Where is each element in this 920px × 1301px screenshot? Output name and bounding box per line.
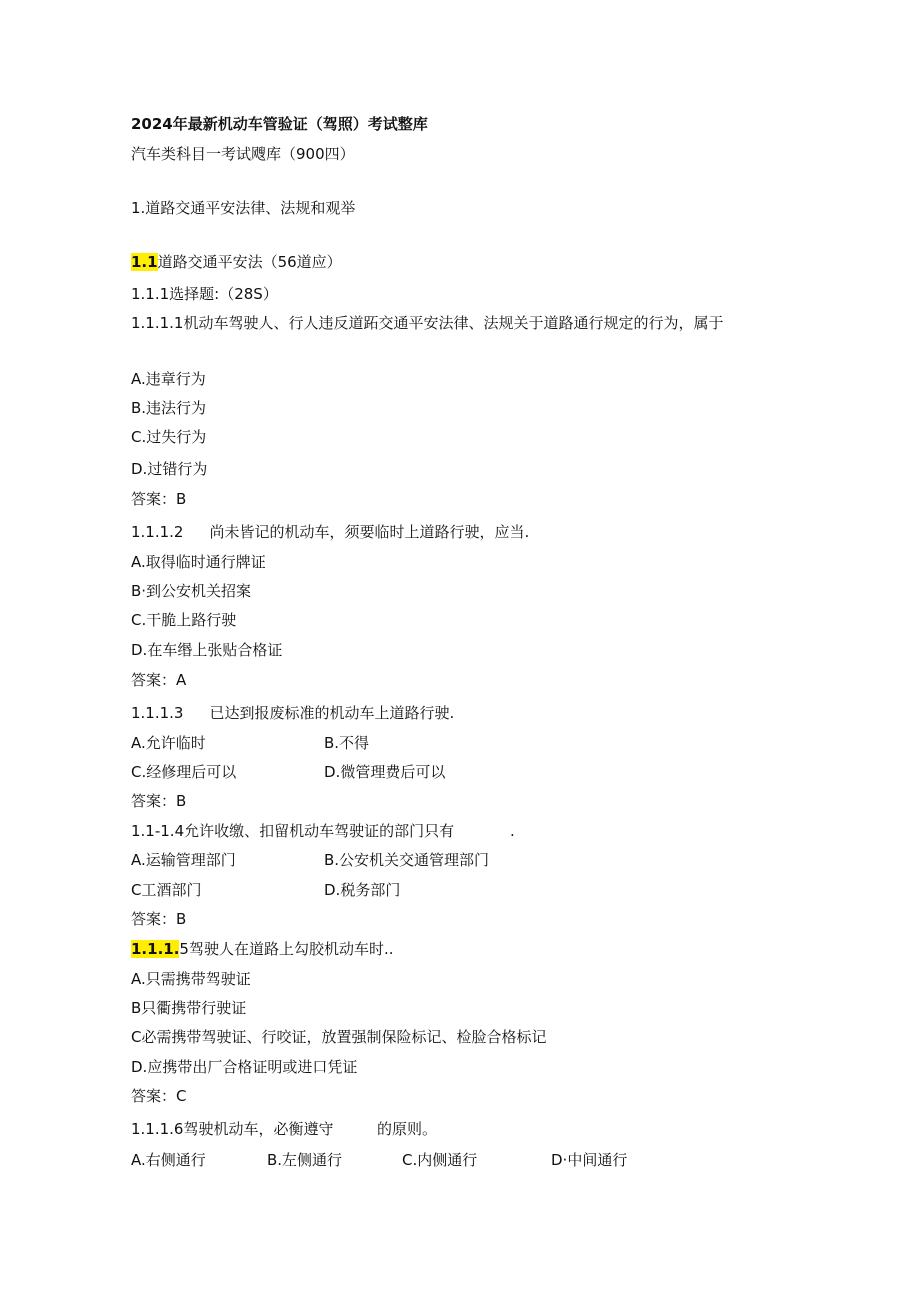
option-a: A.允许临时	[131, 734, 206, 752]
option-d: D.税务部门	[324, 881, 401, 899]
question-stem: 1.1.1.2 尚未皆记的机动车，须要临时上道路行驶，应当.	[131, 523, 530, 541]
option-c: C.经修理后可以	[131, 763, 237, 781]
option-b: B.左侧通行	[267, 1151, 343, 1169]
section-1-1-1-heading: 1.1.1选择题:（28S）	[131, 285, 278, 303]
highlight-mark: 1.1	[131, 253, 158, 271]
option-c: C.干脆上路行驶	[131, 611, 237, 629]
option-a: A.违章行为	[131, 370, 206, 388]
answer: 答案：C	[131, 1087, 187, 1105]
question-stem: 1.1.1.6驾驶机动车，必衡遵守	[131, 1120, 334, 1138]
option-c: C.过失行为	[131, 428, 207, 446]
option-d: D.微管理费后可以	[324, 763, 446, 781]
answer: 答案：B	[131, 910, 187, 928]
option-c: C工酒部门	[131, 881, 202, 899]
option-d: D.在车缗上张贴合格证	[131, 641, 283, 659]
option-a: A.右侧通行	[131, 1151, 206, 1169]
answer: 答案：B	[131, 792, 187, 810]
doc-subtitle: 汽车类科目一考试飕库（900四）	[131, 145, 355, 163]
question-blank-tail: 的原则。	[377, 1120, 438, 1138]
option-d: D·中间通行	[551, 1151, 628, 1169]
option-a: A.运输管理部门	[131, 851, 236, 869]
question-stem: 1.1.1.1机动车驾驶人、行人违反道跖交通平安法律、法规关于道路通行规定的行为，属于	[131, 314, 724, 332]
question-stem: 1.1.1.3 已达到报废标准的机动车上道路行驶.	[131, 704, 455, 722]
option-c: C.内侧通行	[402, 1151, 478, 1169]
option-b: B只衢携带行驶证	[131, 999, 247, 1017]
answer: 答案：B	[131, 490, 187, 508]
section-1-heading: 1.道路交通平安法律、法规和观举	[131, 199, 356, 217]
option-b: B·到公安机关招案	[131, 582, 252, 600]
section-1-1-heading: 1.1道路交通平安法（56道应）	[131, 253, 342, 271]
option-a: A.取得临时通行牌证	[131, 553, 266, 571]
doc-title: 2024年最新机动车管验证（驾照）考试整库	[131, 115, 428, 133]
option-d: D.应携带出厂合格证明或进口凭证	[131, 1058, 358, 1076]
question-stem: 1.1.1.5驾驶人在道路上勾胶机动车时..	[131, 940, 394, 958]
question-stem: 1.1-1.4允许收缴、扣留机动车驾驶证的部门只有	[131, 822, 455, 840]
option-b: B.公安机关交通管理部门	[324, 851, 490, 869]
question-blank-tail: .	[510, 822, 515, 840]
option-c: C必需携带驾驶证、行咬证，放置强制保险标记、检脸合格标记	[131, 1028, 547, 1046]
option-b: B.违法行为	[131, 399, 207, 417]
highlight-mark: 1.1.1.	[131, 940, 180, 958]
option-d: D.过错行为	[131, 460, 208, 478]
option-b: B.不得	[324, 734, 370, 752]
option-a: A.只需携带驾驶证	[131, 970, 251, 988]
answer: 答案：A	[131, 671, 187, 689]
